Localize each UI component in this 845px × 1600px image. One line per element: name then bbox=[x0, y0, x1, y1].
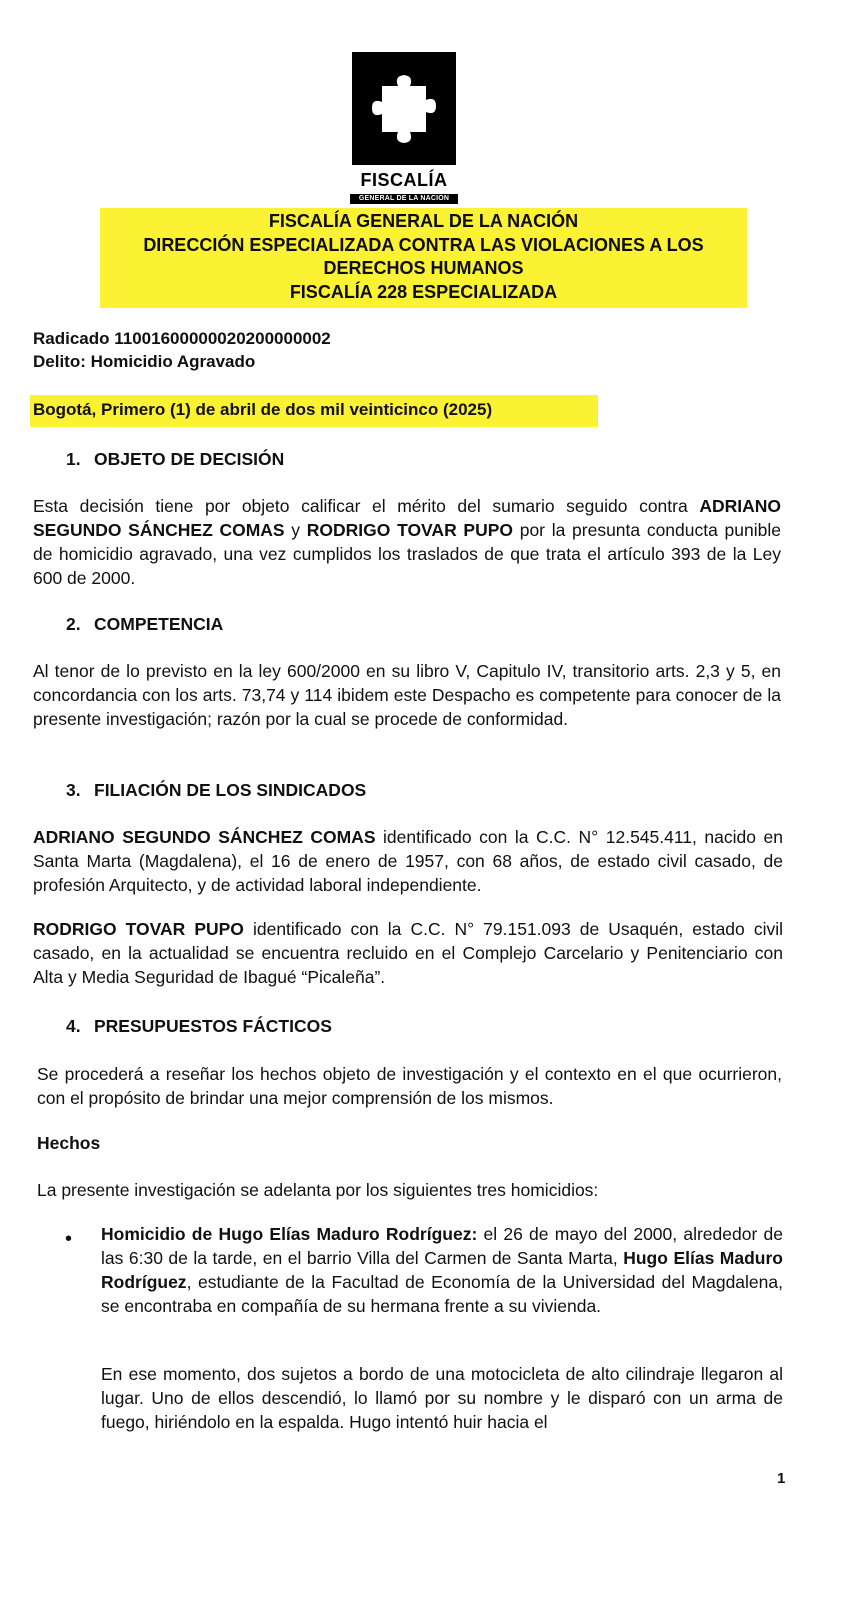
text-span: el 26 de mayo del 2000, alrededor de las 6:30 de la tarde, en el barrio Villa del Carmen de Santa Marta, bbox=[101, 1224, 783, 1268]
section-heading-4 bbox=[66, 1016, 332, 1037]
bullet-1-paragraph-2 bbox=[101, 1362, 783, 1434]
defendant-name: RODRIGO TOVAR PUPO bbox=[33, 919, 244, 939]
section-number: 3. bbox=[66, 780, 81, 800]
fiscalia-logo bbox=[352, 52, 456, 165]
section-3-paragraph-2 bbox=[33, 917, 783, 989]
bullet-lead: Homicidio de Hugo Elías Maduro Rodríguez: bbox=[101, 1224, 478, 1244]
date-line: Bogotá, Primero (1) de abril de dos mil veinticinco (2025) bbox=[33, 400, 493, 419]
text-span: Se procederá a reseñar los hechos objeto de investigación y el contexto en el que ocurrieron, con el propósito de brindar una mejor comprensión de los mismos. bbox=[37, 1064, 782, 1108]
text-span: Esta decisión tiene por objeto calificar el mérito del sumario seguido contra bbox=[33, 496, 688, 516]
text-span: En ese momento, dos sujetos a bordo de una motocicleta de alto cilindraje llegaron al lugar. Uno de ellos descendió, lo llamó por su nombre y le disparó con un arma de fuego, hiriéndolo en la espalda. Hugo intentó huir hacia el bbox=[101, 1364, 783, 1432]
text-span: , estudiante de la Facultad de Economía de la Universidad del Magdalena, se encontraba en compañía de su hermana frente a su vivienda. bbox=[101, 1272, 783, 1316]
logo-subtitle: GENERAL DE LA NACIÓN bbox=[350, 194, 458, 204]
section-heading-2 bbox=[66, 614, 223, 635]
section-3-paragraph-1 bbox=[33, 825, 783, 897]
text-span: y bbox=[284, 520, 307, 540]
delito: Delito: Homicidio Agravado bbox=[33, 352, 256, 371]
section-title: OBJETO DE DECISIÓN bbox=[94, 449, 285, 469]
section-heading-3 bbox=[66, 780, 366, 801]
section-number: 1. bbox=[66, 449, 81, 469]
text-span: identificado con la C.C. N° 12.545.411, nacido en Santa Marta (Magdalena), el 16 de enero de 1957, con 68 años, de estado civil casado, de profesión Arquitecto, y de actividad laboral independiente. bbox=[33, 827, 783, 895]
radicado: Radicado 11001600000020200000002 bbox=[33, 329, 331, 348]
bullet-1-paragraph bbox=[101, 1222, 783, 1318]
text-span: Al tenor de lo previsto en la ley 600/2000 en su libro V, Capitulo IV, transitorio arts. 2,3 y 5, en concordancia con los arts. 73,74 y 114 ibidem este Despacho es competente para conocer de la presente investigación; razón por la cual se procede de conformidad. bbox=[33, 661, 781, 729]
text-span: La presente investigación se adelanta por los siguientes tres homicidios: bbox=[37, 1180, 599, 1200]
hechos-intro bbox=[37, 1178, 782, 1202]
section-heading-1 bbox=[66, 449, 284, 470]
hechos-subheading: Hechos bbox=[37, 1133, 101, 1153]
section-title: COMPETENCIA bbox=[94, 614, 224, 634]
header-line-3: DERECHOS HUMANOS bbox=[323, 258, 524, 278]
section-4-paragraph bbox=[37, 1062, 782, 1110]
defendant-name: RODRIGO TOVAR PUPO bbox=[306, 520, 514, 540]
victim-name: Hugo Elías Maduro Rodríguez bbox=[101, 1248, 783, 1292]
text-span: por la presunta conducta punible de homicidio agravado, una vez cumplidos los traslados de que trata el artículo 393 de la Ley 600 de 2000. bbox=[33, 520, 781, 588]
section-1-paragraph bbox=[33, 494, 781, 590]
header-line-4: FISCALÍA 228 ESPECIALIZADA bbox=[289, 282, 558, 302]
puzzle-piece-icon bbox=[352, 52, 456, 165]
page-number: 1 bbox=[777, 1470, 786, 1487]
header-line-2: DIRECCIÓN ESPECIALIZADA CONTRA LAS VIOLACIONES A LOS bbox=[143, 235, 704, 255]
defendant-name: ADRIANO SEGUNDO SÁNCHEZ COMAS bbox=[33, 827, 376, 847]
section-number: 2. bbox=[66, 614, 81, 634]
defendant-name: ADRIANO SEGUNDO SÁNCHEZ COMAS bbox=[33, 496, 781, 540]
bullet-marker: • bbox=[65, 1228, 73, 1250]
section-2-paragraph bbox=[33, 659, 781, 731]
text-span: identificado con la C.C. N° 79.151.093 de Usaquén, estado civil casado, en la actualidad se encuentra recluido en el Complejo Carcelario y Penitenciario con Alta y Media Seguridad de Ibagué “Picaleña”. bbox=[33, 919, 783, 987]
section-title: PRESUPUESTOS FÁCTICOS bbox=[94, 1016, 332, 1036]
header-line-1: FISCALÍA GENERAL DE LA NACIÓN bbox=[268, 211, 579, 231]
logo-wordmark: FISCALÍA bbox=[360, 170, 448, 190]
section-title: FILIACIÓN DE LOS SINDICADOS bbox=[94, 780, 367, 800]
section-number: 4. bbox=[66, 1016, 81, 1036]
